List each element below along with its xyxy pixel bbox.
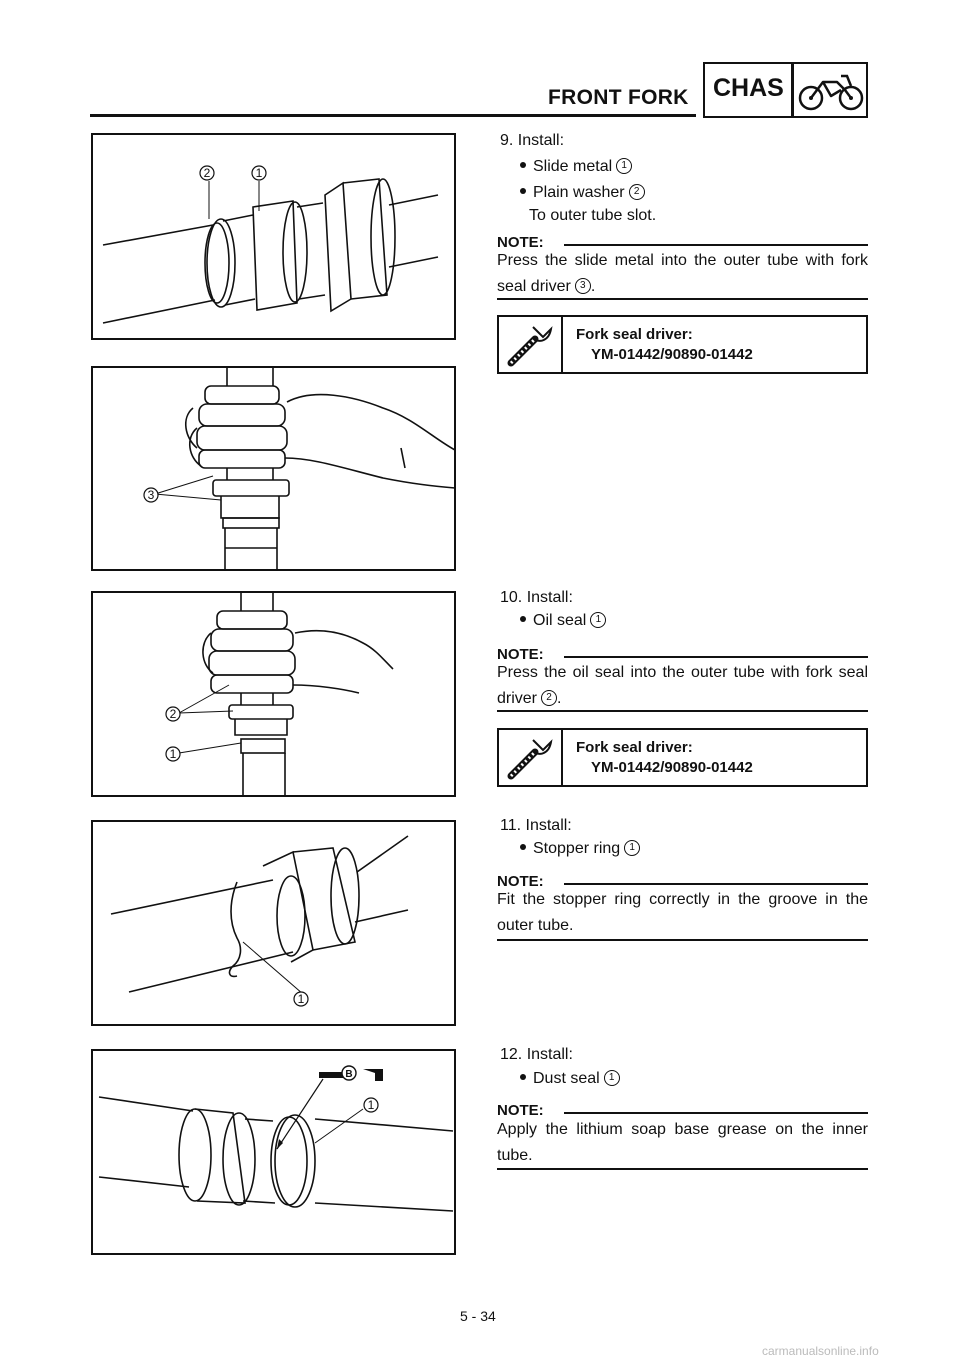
- note-text: Press the oil seal into the outer tube with fork seal driver 2 .: [497, 664, 868, 707]
- note-text: Fit the stopper ring correctly in the groove in the outer tube.: [497, 891, 868, 934]
- tool-name: Fork seal driver:: [576, 326, 693, 343]
- fig3-ref-2: 2: [169, 707, 177, 721]
- fig1-ref-1: 1: [255, 166, 263, 180]
- step-11-heading: 11. Install:: [500, 817, 572, 834]
- note-label: NOTE:: [497, 873, 544, 890]
- figure-driver-oil-seal: [91, 591, 456, 797]
- tool-part-number: YM-01442/90890-01442: [591, 346, 753, 363]
- tool-name: Fork seal driver:: [576, 739, 693, 756]
- list-item: Oil seal 1: [520, 608, 606, 634]
- header-rule: [90, 114, 696, 117]
- motorcycle-icon: [797, 70, 865, 112]
- wrench-icon: [499, 730, 563, 785]
- list-item: Slide metal 1: [520, 154, 632, 180]
- watermark: carmanualsonline.info: [762, 1344, 879, 1358]
- step-9-heading: 9. Install:: [500, 132, 565, 149]
- note-label: NOTE:: [497, 646, 544, 663]
- grease-icon: [319, 1066, 383, 1081]
- fig5-ref-1: 1: [367, 1098, 375, 1112]
- list-item: Dust seal 1: [520, 1066, 620, 1092]
- page-title: FRONT FORK: [548, 86, 689, 109]
- note-text: Apply the lithium soap base grease on the inner tube.: [497, 1121, 868, 1164]
- grease-mark: B: [345, 1069, 353, 1080]
- step-9-extra: To outer tube slot.: [529, 207, 657, 224]
- fig4-ref-1: 1: [297, 992, 305, 1006]
- tool-box-fork-seal-driver: [497, 315, 868, 374]
- tool-part-number: YM-01442/90890-01442: [591, 759, 753, 776]
- list-item: Plain washer 2: [520, 180, 645, 206]
- note-label: NOTE:: [497, 1102, 544, 1119]
- note-label: NOTE:: [497, 234, 544, 251]
- note-text: Press the slide metal into the outer tube with fork seal driver 3 .: [497, 252, 868, 295]
- step-10-heading: 10. Install:: [500, 589, 573, 606]
- fig1-ref-2: 2: [203, 166, 211, 180]
- figure-dust-seal: [91, 1049, 456, 1255]
- fig2-ref-3: 3: [147, 488, 155, 502]
- list-item: Stopper ring 1: [520, 836, 640, 862]
- page-number: 5 - 34: [460, 1308, 496, 1324]
- figure-stopper-ring: [91, 820, 456, 1026]
- tool-box-fork-seal-driver: [497, 728, 868, 787]
- section-tag: CHAS: [713, 74, 784, 102]
- figure-driver-slide-metal: [91, 366, 456, 571]
- section-tag-box: [703, 62, 868, 118]
- wrench-icon: [499, 317, 563, 372]
- step-12-heading: 12. Install:: [500, 1046, 573, 1063]
- fig3-ref-1: 1: [169, 747, 177, 761]
- figure-slide-metal: [91, 133, 456, 340]
